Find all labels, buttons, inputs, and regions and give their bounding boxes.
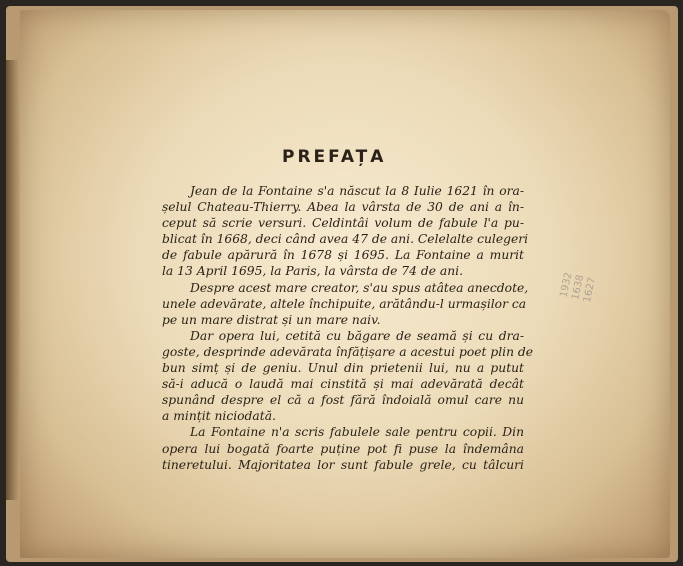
pencil-note-line: 1627 xyxy=(581,276,598,304)
text-line: șelul Chateau-Thierry. Abea la vârsta de 30 de ani a în- xyxy=(162,200,524,215)
text-line: de fabule apărură în 1678 și 1695. La Fontaine a murit xyxy=(162,248,524,263)
text-line: Jean de la Fontaine s'a născut la 8 Iulie 1621 în ora- xyxy=(190,184,524,198)
preface-body xyxy=(162,183,534,473)
page-title: PREFAȚA xyxy=(282,147,387,167)
text-line: unele adevărate, altele închipuite, arătându-l urmașilor ca xyxy=(162,296,527,311)
text-line: goste, desprinde adevărata înfățișare a acestui poet plin de xyxy=(162,344,534,359)
text-line: spunând despre el că a fost fără îndoială omul care nu xyxy=(162,393,524,408)
pencil-note-line: 1638 xyxy=(570,273,587,301)
text-line: tineretului. Majoritatea lor sunt fabule grele, cu tâlcuri xyxy=(162,457,524,472)
text-line: Despre acest mare creator, s'au spus atâtea anecdote, xyxy=(190,280,529,295)
text-line: a mințit niciodată. xyxy=(162,409,276,424)
text-line: pe un mare distrat și un mare naiv. xyxy=(162,312,381,327)
text-line: La Fontaine n'a scris fabulele sale pentru copii. Din xyxy=(190,425,524,440)
pencil-note-line: 1932 xyxy=(558,271,575,299)
text-line: la 13 April 1695, la Paris, la vârsta de 74 de ani. xyxy=(162,264,463,279)
text-line: bun simț și de geniu. Unul din prietenii lui, nu a putut xyxy=(162,361,524,376)
text-line: Dar opera lui, cetită cu băgare de seamă și cu dra- xyxy=(190,328,524,343)
text-line: blicat în 1668, deci când avea 47 de ani. Celelalte culegeri xyxy=(162,232,529,247)
text-line: să-i aducă o laudă mai cinstită și mai adevărată decât xyxy=(162,377,524,392)
text-line: opera lui bogată foarte puține pot fi puse la îndemâna xyxy=(162,441,524,456)
text-line: ceput să scrie versuri. Celdintâi volum de fabule l'a pu- xyxy=(162,216,524,231)
